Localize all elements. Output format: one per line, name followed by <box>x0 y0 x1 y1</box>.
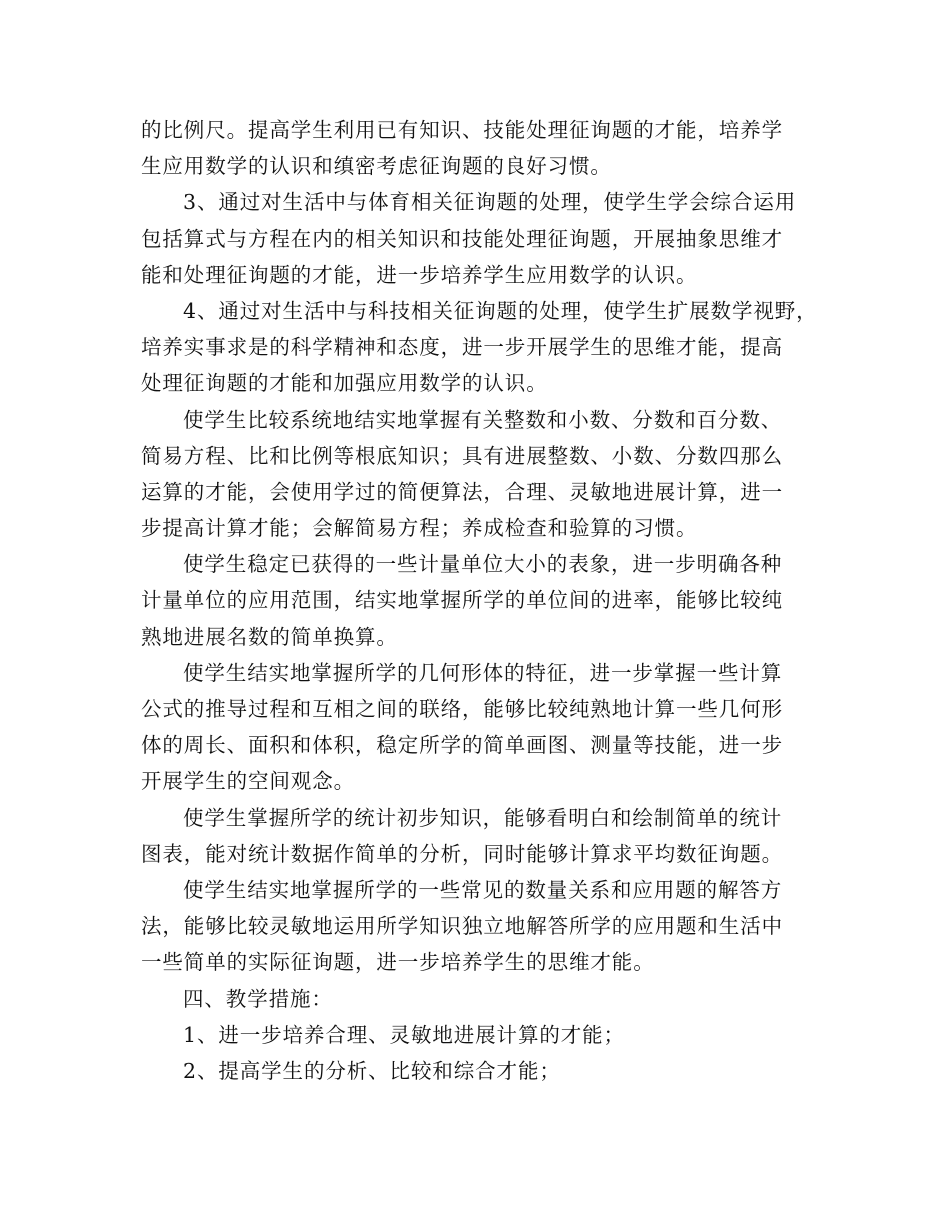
text-line: 图表，能对统计数据作简单的分析，同时能够计算求平均数征询题。 <box>141 841 783 866</box>
text-line: 开展学生的空间观念。 <box>141 769 355 794</box>
text-line: 的比例尺。提高学生利用已有知识、技能处理征询题的才能，培养学 <box>141 118 783 142</box>
list-item: 2、提高学生的分析、比较和综合才能； <box>183 1058 561 1083</box>
text-line: 能和处理征询题的才能，进一步培养学生应用数学的认识。 <box>141 262 698 287</box>
text-line: 一些简单的实际征询题，进一步培养学生的思维才能。 <box>141 950 655 975</box>
text-line: 公式的推导过程和互相之间的联络，能够比较纯熟地计算一些几何形 <box>141 697 783 721</box>
text-line: 4、通过对生活中与科技相关征询题的处理，使学生扩展数学视野， <box>183 298 818 323</box>
text-line: 培养实事求是的科学精神和态度，进一步开展学生的思维才能，提高 <box>141 335 783 360</box>
text-line: 体的周长、面积和体积，稳定所学的简单画图、测量等技能，进一步 <box>141 733 783 758</box>
text-line: 步提高计算才能；会解简易方程；养成检查和验算的习惯。 <box>141 516 698 541</box>
text-line: 3、通过对生活中与体育相关征询题的处理，使学生学会综合运用 <box>183 190 797 215</box>
text-line: 简易方程、比和比例等根底知识；具有进展整数、小数、分数四那么 <box>141 443 783 468</box>
text-line: 计量单位的应用范围，结实地掌握所学的单位间的进率，能够比较纯 <box>141 588 783 613</box>
text-line: 生应用数学的认识和缜密考虑征询题的良好习惯。 <box>141 154 612 179</box>
text-line: 运算的才能，会使用学过的简便算法，合理、灵敏地进展计算，进一 <box>141 479 783 504</box>
text-line: 使学生结实地掌握所学的几何形体的特征，进一步掌握一些计算 <box>183 660 783 685</box>
text-line: 使学生稳定已获得的一些计量单位大小的表象，进一步明确各种 <box>183 552 783 577</box>
text-line: 使学生掌握所学的统计初步知识，能够看明白和绘制简单的统计 <box>183 805 783 830</box>
text-line: 使学生比较系统地结实地掌握有关整数和小数、分数和百分数、 <box>183 407 783 432</box>
list-item: 1、进一步培养合理、灵敏地进展计算的才能； <box>183 1022 625 1047</box>
section-heading: 四、教学措施： <box>183 986 333 1011</box>
text-line: 熟地进展名数的简单换算。 <box>141 624 398 649</box>
text-line: 法，能够比较灵敏地运用所学知识独立地解答所学的应用题和生活中 <box>141 914 783 939</box>
text-line: 包括算式与方程在内的相关知识和技能处理征询题，开展抽象思维才 <box>141 226 783 251</box>
text-line: 处理征询题的才能和加强应用数学的认识。 <box>141 371 548 396</box>
text-line: 使学生结实地掌握所学的一些常见的数量关系和应用题的解答方 <box>183 877 783 902</box>
document-body <box>141 112 821 1089</box>
